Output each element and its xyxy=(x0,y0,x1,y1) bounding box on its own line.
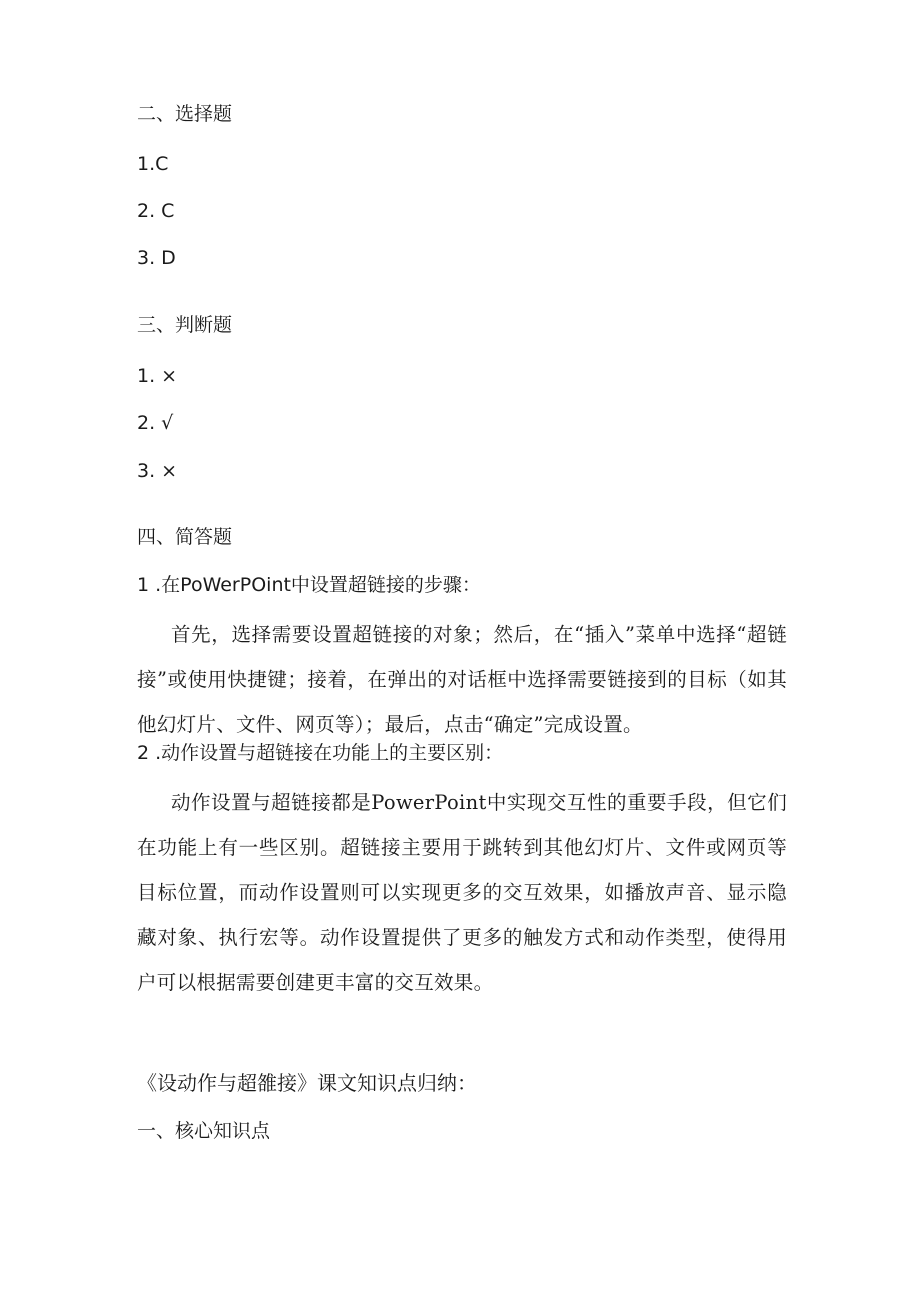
choice-answer-1: 1.C xyxy=(137,153,169,175)
question-1-answer: 首先，选择需要设置超链接的对象；然后，在“插入”菜单中选择“超链接”或使用快捷键；接着，在弹出的对话框中选择需要链接到的目标（如其他幻灯片、文件、网页等）；最后，点击“确定”完成设置。 xyxy=(137,623,787,736)
judge-answer-3: 3. × xyxy=(137,460,178,482)
question-2-label: 2 .动作设置与超链接在功能上的主要区别： xyxy=(137,742,504,764)
judge-answer-2: 2. √ xyxy=(137,412,174,434)
short-answer-section-heading: 四、简答题 xyxy=(137,526,233,548)
question-2-answer: 动作设置与超链接都是PowerPoint中实现交互性的重要手段，但它们在功能上有一些区别。超链接主要用于跳转到其他幻灯片、文件或网页等目标位置，而动作设置则可以实现更多的交互效果，如播放声音、显示隐藏对象、执行宏等。动作设置提供了更多的触发方式和动作类型，使得用户可以根据需要创建更丰富的交互效果。 xyxy=(137,791,787,994)
summary-subheading: 一、核心知识点 xyxy=(137,1120,271,1142)
choice-answer-2: 2. C xyxy=(137,200,175,222)
judge-answer-1: 1. × xyxy=(137,365,178,387)
choice-section-heading: 二、选择题 xyxy=(137,103,233,125)
question-1-label: 1 .在PoWerPOint中设置超链接的步骤： xyxy=(137,574,481,596)
choice-answer-3: 3. D xyxy=(137,247,176,269)
judge-section-heading: 三、判断题 xyxy=(137,314,233,336)
summary-title: 《设动作与超雒接》课文知识点归纳： xyxy=(137,1071,477,1095)
